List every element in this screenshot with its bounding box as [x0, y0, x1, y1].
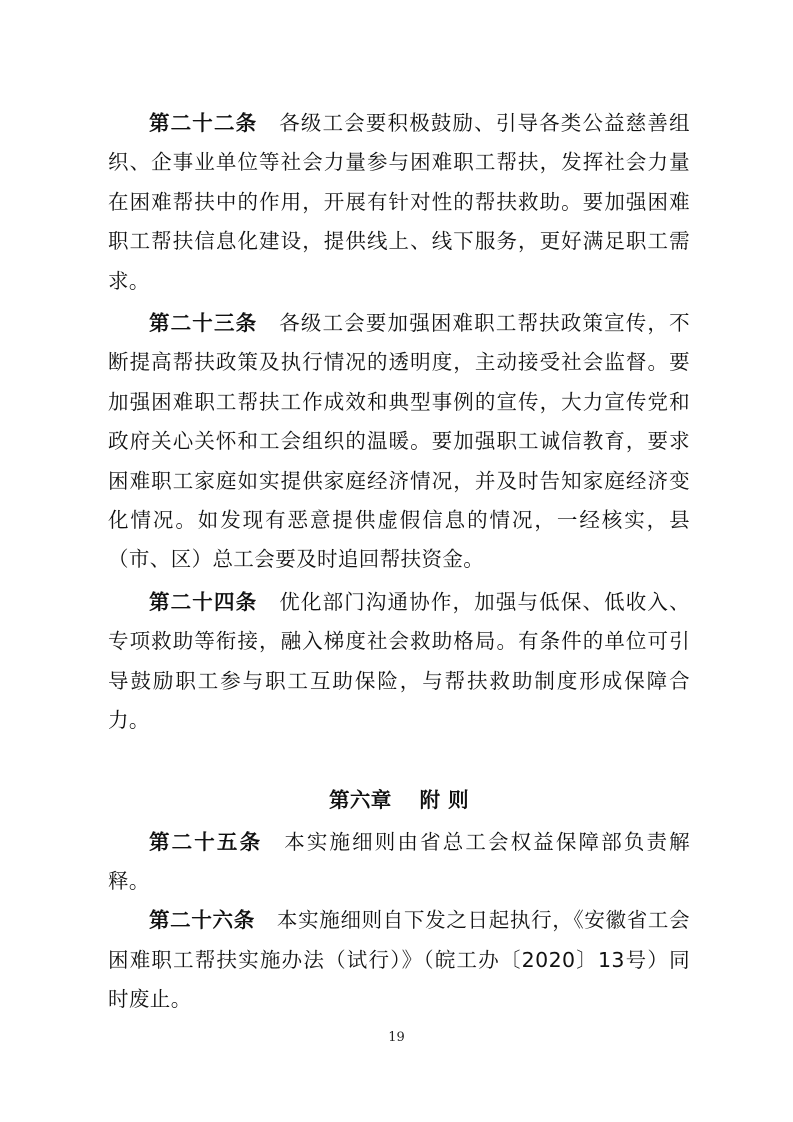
document-body	[108, 104, 690, 1020]
article-text: 本实施细则自下发之日起执行，《安徽省工会困难职工帮扶实施办法（试行）》（皖工办〔2020〕13号）同时废止。	[108, 908, 690, 1012]
article-text: 各级工会要积极鼓励、引导各类公益慈善组织、企事业单位等社会力量参与困难职工帮扶，发挥社会力量在困难帮扶中的作用，开展有针对性的帮扶救助。要加强困难职工帮扶信息化建设，提供线上、线下服务，更好满足职工需求。	[108, 111, 690, 293]
article-number: 第二十五条	[149, 829, 263, 854]
article-text: 各级工会要加强困难职工帮扶政策宣传，不断提高帮扶政策及执行情况的透明度，主动接受社会监督。要加强困难职工帮扶工作成效和典型事例的宣传，大力宣传党和政府关心关怀和工会组织的温暖。要加强职工诚信教育，要求困难职工家庭如实提供家庭经济情况，并及时告知家庭经济变化情况。如发现有恶意提供虚假信息的情况，一经核实，县（市、区）总工会要及时追回帮扶资金。	[108, 311, 690, 572]
article-number: 第二十三条	[149, 311, 258, 336]
article-23	[108, 304, 690, 580]
article-number: 第二十四条	[149, 589, 258, 614]
article-text: 优化部门沟通协作，加强与低保、低收入、专项救助等衔接，融入梯度社会救助格局。有条件的单位可引导鼓励职工参与职工互助保险，与帮扶救助制度形成保障合力。	[108, 589, 690, 733]
article-26	[108, 901, 690, 1019]
article-25	[108, 823, 690, 902]
page-number: 19	[388, 1030, 405, 1045]
article-22	[108, 104, 690, 301]
article-number: 第二十六条	[149, 908, 255, 933]
chapter-heading	[108, 783, 690, 817]
article-text: 本实施细则由省总工会权益保障部负责解释。	[108, 829, 691, 893]
chapter-number: 第六章	[328, 787, 392, 812]
article-number: 第二十二条	[149, 111, 258, 135]
article-24	[108, 583, 690, 741]
chapter-title: 附 则	[419, 787, 470, 812]
